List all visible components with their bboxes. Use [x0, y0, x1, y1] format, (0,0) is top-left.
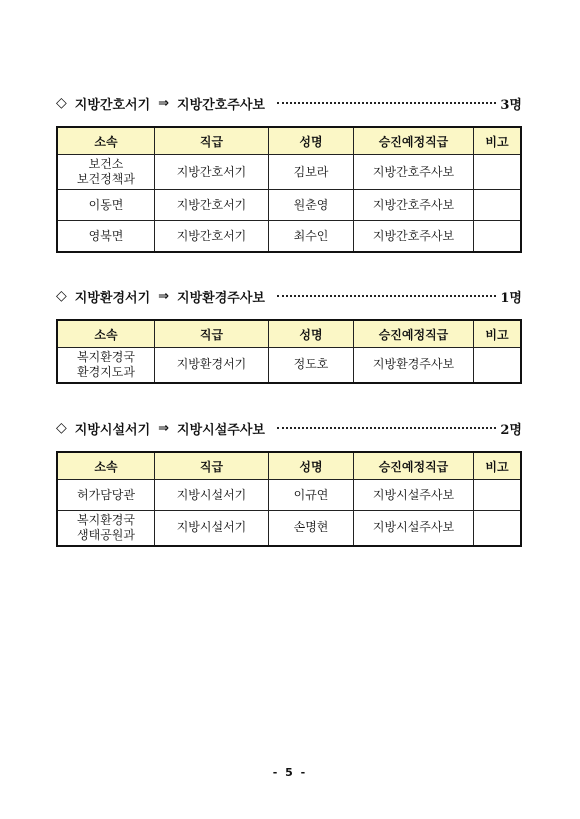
header-note: 비고: [474, 320, 522, 348]
table-row: [57, 221, 521, 253]
cell-target: 지방시설주사보: [354, 480, 474, 511]
cell-note: [474, 221, 522, 253]
header-dept: 소속: [57, 452, 155, 480]
cell-dept: 영북면: [57, 221, 155, 253]
cell-name: 손명현: [269, 511, 354, 546]
cell-target: 지방간호주사보: [354, 155, 474, 190]
header-rank: 직급: [155, 320, 269, 348]
cell-dept: [57, 155, 155, 190]
cell-dept: 이동면: [57, 190, 155, 221]
section-heading: [56, 418, 522, 438]
cell-name: 원춘영: [269, 190, 354, 221]
cell-dept: 허가담당관: [57, 480, 155, 511]
leader-dots: [277, 102, 496, 104]
table-header-row: [57, 452, 521, 480]
header-note: 비고: [474, 452, 522, 480]
section-heading: [56, 93, 522, 113]
cell-note: [474, 190, 522, 221]
cell-target: 지방시설주사보: [354, 511, 474, 546]
from-rank: 지방환경서기: [74, 290, 151, 306]
cell-rank: 지방환경서기: [155, 348, 269, 383]
cell-rank: 지방간호서기: [155, 221, 269, 253]
dept-text: 보건소 보건정책과: [77, 157, 135, 186]
cell-name: 최수인: [269, 221, 354, 253]
table-row: [57, 155, 521, 190]
cell-target: 지방간호주사보: [354, 221, 474, 253]
cell-dept: [57, 348, 155, 383]
to-rank: 지방간호주사보: [177, 97, 265, 113]
headcount: 3명: [500, 97, 522, 113]
cell-note: [474, 348, 522, 383]
cell-name: 이규연: [269, 480, 354, 511]
header-name: 성명: [269, 452, 354, 480]
section-heading: [56, 286, 522, 306]
header-note: 비고: [474, 127, 522, 155]
from-rank: 지방간호서기: [74, 97, 151, 113]
cell-name: 김보라: [269, 155, 354, 190]
promotion-table: [56, 451, 522, 547]
dept-text: 복지환경국 환경지도과: [77, 349, 135, 379]
table-header-row: [57, 320, 521, 348]
headcount: 1명: [500, 290, 522, 306]
arrow-icon: ⇒: [158, 420, 170, 436]
table-header-row: [57, 127, 521, 155]
header-target: 승진예정직급: [354, 320, 474, 348]
section-facility: [56, 418, 522, 547]
table-row: [57, 480, 521, 511]
dept-text: 복지환경국 생태공원과: [77, 512, 135, 542]
header-name: 성명: [269, 320, 354, 348]
from-rank: 지방시설서기: [74, 422, 151, 438]
cell-target: 지방간호주사보: [354, 190, 474, 221]
cell-rank: 지방시설서기: [155, 511, 269, 546]
cell-rank: 지방시설서기: [155, 480, 269, 511]
cell-note: [474, 480, 522, 511]
header-rank: 직급: [155, 452, 269, 480]
cell-note: [474, 511, 522, 546]
diamond-icon: ◇: [56, 420, 67, 436]
cell-rank: 지방간호서기: [155, 155, 269, 190]
page-number: - 5 -: [272, 766, 308, 779]
cell-name: 정도호: [269, 348, 354, 383]
diamond-icon: ◇: [56, 288, 67, 304]
to-rank: 지방시설주사보: [177, 422, 265, 438]
arrow-icon: ⇒: [158, 288, 170, 304]
cell-note: [474, 155, 522, 190]
cell-rank: 지방간호서기: [155, 190, 269, 221]
header-name: 성명: [269, 127, 354, 155]
diamond-icon: ◇: [56, 95, 67, 111]
leader-dots: [277, 427, 496, 429]
header-target: 승진예정직급: [354, 127, 474, 155]
header-rank: 직급: [155, 127, 269, 155]
cell-target: 지방환경주사보: [354, 348, 474, 383]
table-row: [57, 511, 521, 546]
table-row: [57, 190, 521, 221]
leader-dots: [277, 295, 496, 297]
header-dept: 소속: [57, 127, 155, 155]
arrow-icon: ⇒: [158, 95, 170, 111]
cell-dept: [57, 511, 155, 546]
section-nursing: [56, 93, 522, 253]
promotion-table: [56, 126, 522, 253]
promotion-table: [56, 319, 522, 384]
to-rank: 지방환경주사보: [177, 290, 265, 306]
header-target: 승진예정직급: [354, 452, 474, 480]
header-dept: 소속: [57, 320, 155, 348]
section-environment: [56, 286, 522, 384]
headcount: 2명: [500, 422, 522, 438]
table-row: [57, 348, 521, 383]
